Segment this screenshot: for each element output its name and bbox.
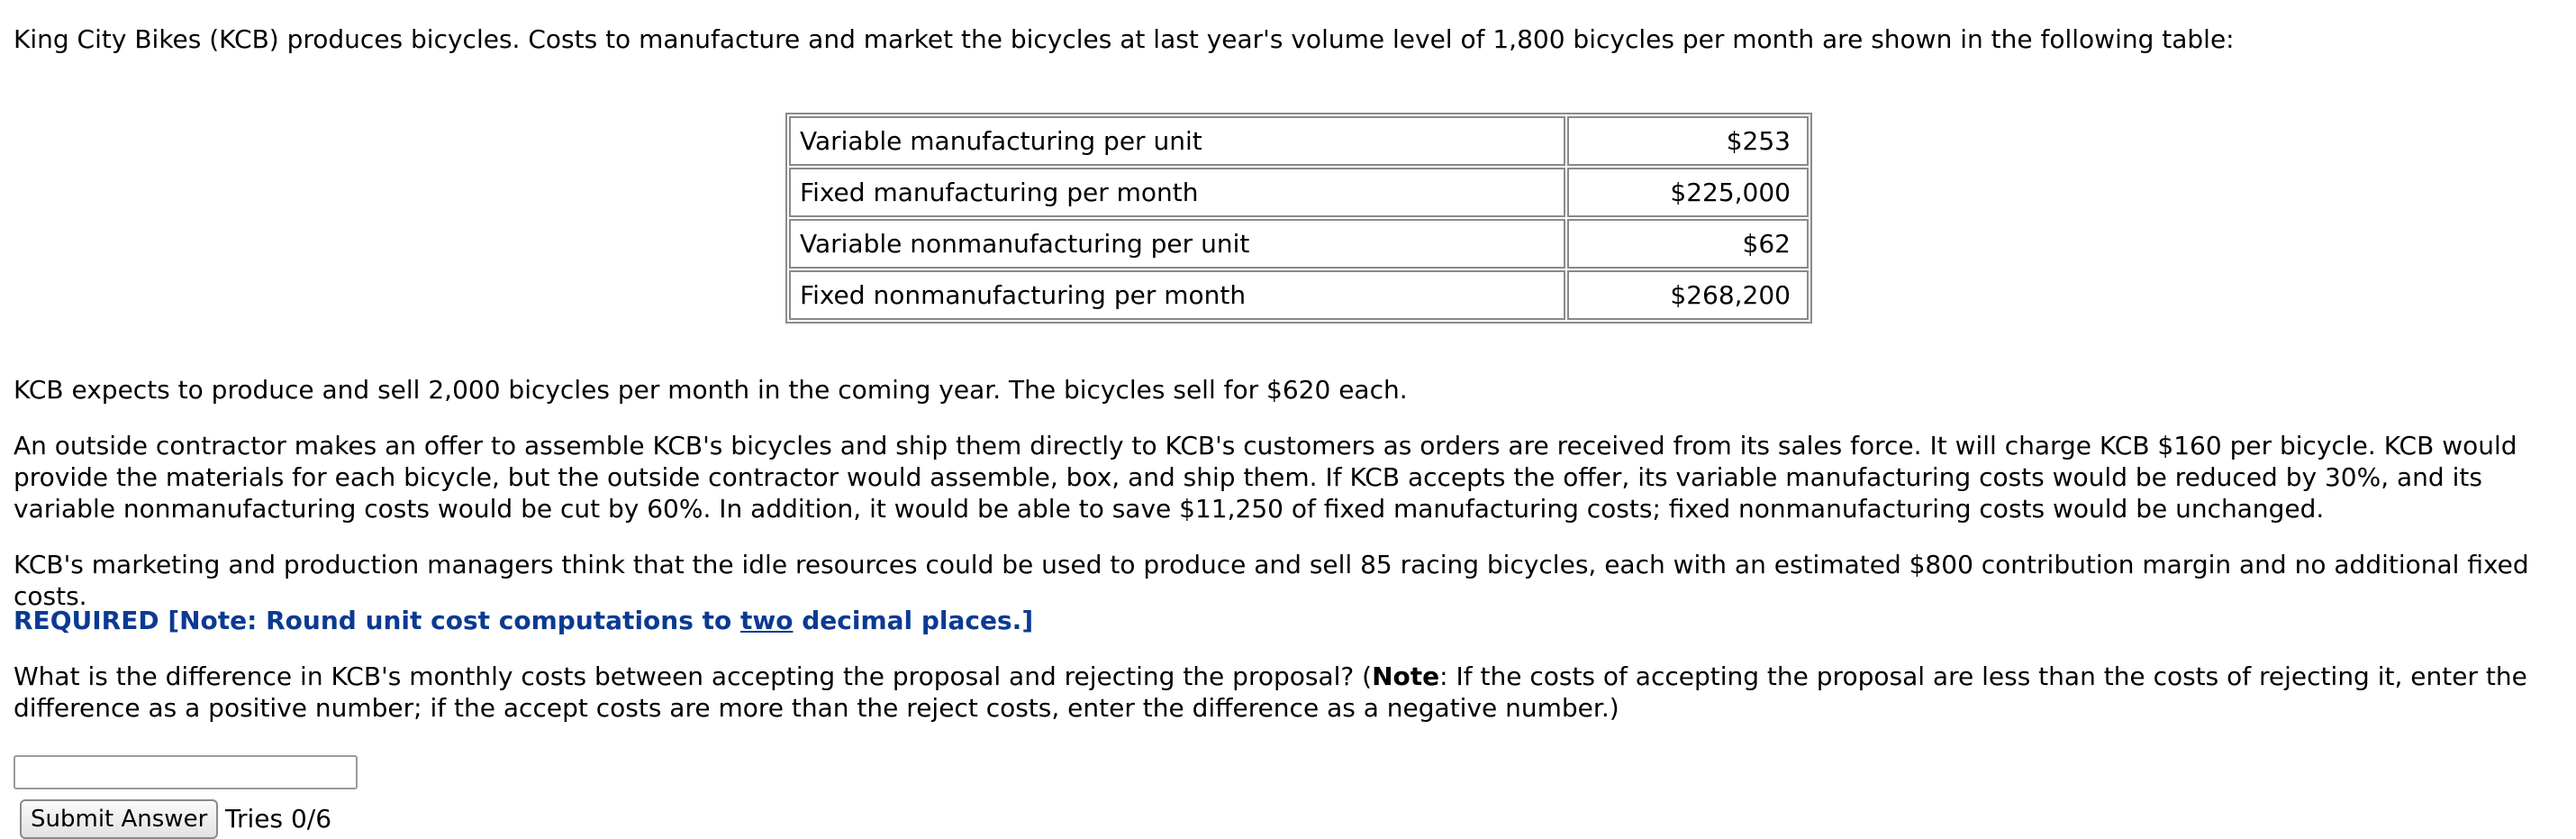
table-row (789, 270, 1809, 320)
required-emphasis: two (740, 606, 794, 635)
cost-value: $225,000 (1567, 168, 1809, 217)
submit-answer-button[interactable]: Submit Answer (20, 799, 218, 839)
cost-value: $253 (1567, 116, 1809, 166)
required-note (14, 605, 2553, 636)
required-suffix: decimal places.] (793, 606, 1034, 635)
answer-input[interactable] (14, 755, 358, 789)
idle-resources-text: KCB's marketing and production managers think that the idle resources could be used to produce and sell 85 racing bicycles, each with an estimated $800 contribution margin and no additional fixed costs. (14, 550, 2529, 611)
offer-text: An outside contractor makes an offer to assemble KCB's bicycles and ship them directly to KCB's customers as orders are received from its sales force. It will charge KCB $160 per bicycle. KCB would provide the materials for each bicycle, but the outside contractor would assemble, box, and ship them. If KCB accepts the offer, its variable manufacturing costs would be reduced by 30%, and its variable nonmanufacturing costs would be cut by 60%. In addition, it would be able to save $11,250 of fixed manufacturing costs; fixed nonmanufacturing costs would be unchanged. (14, 431, 2517, 524)
cost-label: Fixed nonmanufacturing per month (789, 270, 1565, 320)
table-row (789, 219, 1809, 269)
table-row (789, 168, 1809, 217)
question-text (14, 661, 2553, 724)
cost-value: $62 (1567, 219, 1809, 269)
cost-label: Variable nonmanufacturing per unit (789, 219, 1565, 269)
question-body: What is the difference in KCB's monthly costs between accepting the proposal and rejecting the proposal? ( (14, 661, 1373, 691)
table-row (789, 116, 1809, 166)
tries-counter: Tries 0/6 (225, 804, 332, 834)
note-text: : If the costs of accepting the proposal are less than the costs of rejecting it, enter the difference as a positive number; if the accept costs are more than the reject costs, enter the difference as a negative number.) (14, 661, 2527, 723)
cost-table (785, 113, 1812, 324)
required-prefix: REQUIRED [Note: Round unit cost computations to (14, 606, 740, 635)
cost-label: Fixed manufacturing per month (789, 168, 1565, 217)
intro-text: King City Bikes (KCB) produces bicycles. Costs to manufacture and market the bicycles at last year's volume level of 1,800 bicycles per month are shown in the following table: (14, 24, 2235, 54)
expectation-text: KCB expects to produce and sell 2,000 bicycles per month in the coming year. The bicycles sell for $620 each. (14, 375, 1408, 405)
cost-value: $268,200 (1567, 270, 1809, 320)
note-label: Note (1372, 661, 1440, 691)
cost-label: Variable manufacturing per unit (789, 116, 1565, 166)
